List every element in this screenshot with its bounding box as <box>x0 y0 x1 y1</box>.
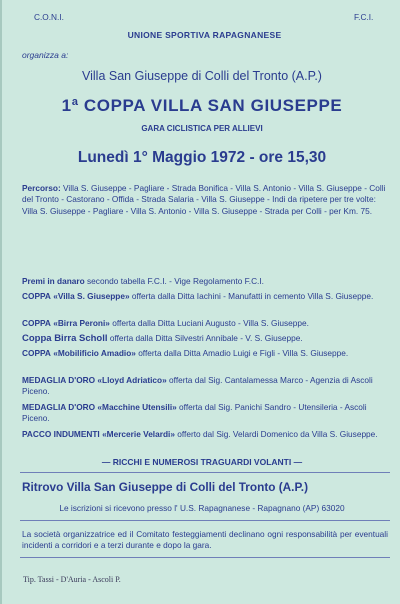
event-date: Lunedì 1° Maggio 1972 - ore 15,30 <box>77 149 327 166</box>
prize-entry <box>22 318 388 329</box>
prize-entry <box>22 291 388 302</box>
prize-text: offerta dal Sig. Panichi Sandro - Utensileria - Ascoli Piceno. <box>22 402 367 424</box>
prize-entry <box>22 348 388 359</box>
event-number: 1ª <box>61 96 79 115</box>
ritrovo-heading: Ritrovo Villa San Giuseppe di Colli del Tronto (A.P.) <box>22 480 309 494</box>
disclaimer: La società organizzatrice ed il Comitato festeggiamenti declinano ogni responsabilità per eventuali incidenti a corridori e a terzi durante e dopo la gara. <box>22 529 388 551</box>
percorso-text: Villa S. Giuseppe - Pagliare - Strada Bonifica - Villa S. Antonio - Villa S. Giuseppe - Colli del Tronto - Castorano - Offida - Strada Salaria - Villa S. Giuseppe - Indi da ripetere per tre volte: Villa S. Giuseppe - Pagliare - Villa S. Antonio - Villa S. Giuseppe - Strada per Colli - per Km. 75. <box>22 183 386 216</box>
prize-head: MEDAGLIA D'ORO <box>22 402 96 412</box>
prize-name: «Villa S. Giuseppe» <box>53 291 130 301</box>
premi-label: Premi in danaro <box>22 276 85 286</box>
event-title: COPPA VILLA SAN GIUSEPPE <box>83 96 343 115</box>
traguardi-line: — RICCHI E NUMEROSI TRAGUARDI VOLANTI — <box>101 457 303 467</box>
prize-head: MEDAGLIA D'ORO <box>22 375 96 385</box>
printer-credit: Tip. Tassi - D'Auria - Ascoli P. <box>23 575 121 584</box>
coni-label: C.O.N.I. <box>34 12 64 22</box>
prize-entry <box>22 429 388 440</box>
prize-name: «Mercerie Velardi» <box>102 429 175 439</box>
prize-text: offerta dalla Ditta Silvestri Annibale - V. S. Giuseppe. <box>109 333 303 343</box>
prize-head: PACCO INDUMENTI <box>22 429 100 439</box>
prize-head: COPPA <box>22 348 51 358</box>
iscrizioni-line: Le iscrizioni si ricevono presso l' U.S. Rapagnanese - Rapagnano (AP) 63020 <box>59 503 345 513</box>
percorso-paragraph <box>22 183 388 217</box>
prize-entry <box>22 333 388 344</box>
prize-head: Coppa Birra Scholl <box>22 333 108 344</box>
event-place: Villa San Giuseppe di Colli del Tronto (A.P.) <box>82 69 322 83</box>
prize-text: offerta dalla Ditta Amadio Luigi e Figli - Villa S. Giuseppe. <box>138 348 349 358</box>
divider <box>20 472 390 473</box>
prize-entry <box>22 402 388 425</box>
prize-name: «Lloyd Adriatico» <box>97 375 167 385</box>
prize-head: COPPA <box>22 291 51 301</box>
premi-text: secondo tabella F.C.I. - Vige Regolamento F.C.I. <box>87 276 264 286</box>
event-title-row <box>2 96 400 116</box>
prize-head: COPPA <box>22 318 51 328</box>
fci-label: F.C.I. <box>354 12 374 22</box>
divider <box>20 520 390 521</box>
prize-entry <box>22 375 388 398</box>
percorso-label: Percorso: <box>22 183 61 193</box>
prize-text: offerta dalla Ditta Iachini - Manufatti in cemento Villa S. Giuseppe. <box>131 291 374 301</box>
prize-name: «Macchine Utensili» <box>97 402 177 412</box>
prize-text: offerta dalla Ditta Luciani Augusto - Villa S. Giuseppe. <box>112 318 309 328</box>
organizza-label: organizza a: <box>22 50 69 60</box>
prize-name: «Mobilificio Amadio» <box>53 348 136 358</box>
prize-text: offerto dal Sig. Velardi Domenico da Villa S. Giuseppe. <box>177 429 378 439</box>
event-subtitle: GARA CICLISTICA PER ALLIEVI <box>141 124 263 133</box>
premi-paragraph <box>22 276 388 287</box>
prize-text: offerta dal Sig. Cantalamessa Marco - Agenzia di Ascoli Piceno. <box>22 375 373 397</box>
divider <box>20 557 390 558</box>
union-name: UNIONE SPORTIVA RAPAGNANESE <box>127 30 282 40</box>
prize-name: «Birra Peroni» <box>53 318 110 328</box>
